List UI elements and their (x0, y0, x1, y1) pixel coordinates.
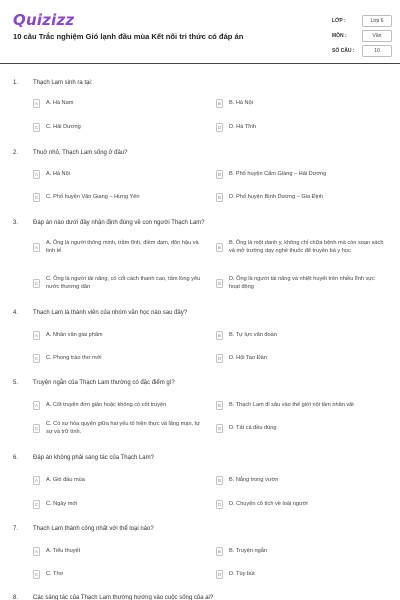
meta-label: MÔN : (332, 33, 347, 39)
answer-option-c[interactable] (33, 273, 203, 293)
option-text: D. Phố huyện Bình Dương – Gia Định (229, 194, 324, 200)
answer-option-d[interactable] (216, 273, 386, 293)
option-text: A. Tiểu thuyết (46, 548, 81, 554)
option-letter-badge: C (34, 425, 39, 431)
answer-option-c[interactable] (33, 567, 203, 581)
answer-option-b[interactable] (216, 96, 386, 110)
option-letter-badge: D (217, 501, 222, 507)
option-letter-badge: B (217, 402, 221, 408)
header-divider (0, 63, 400, 64)
option-text: C. Ông là người tài năng, có cốt cách thanh cao, tâm lòng yêu nước thương dân (46, 276, 201, 290)
answer-option-b[interactable] (216, 328, 386, 342)
answer-option-b[interactable] (216, 398, 396, 412)
option-letter-badge: A (34, 402, 38, 408)
answer-option-d[interactable] (216, 120, 386, 134)
option-text: B. Hà Nội (229, 100, 253, 106)
option-letter-badge: B (217, 100, 221, 106)
answer-option-a[interactable] (33, 328, 203, 342)
meta-label: SỐ CÂU : (332, 48, 355, 54)
question-number: 6. (13, 455, 19, 461)
question-count-field: 10 (362, 45, 392, 57)
question-number: 8. (13, 595, 19, 600)
option-text: D. Tùy bút (229, 571, 255, 577)
option-text: B. Truyện ngắn (229, 548, 267, 554)
option-letter-badge: D (217, 124, 222, 130)
option-letter-badge: D (217, 425, 222, 431)
worksheet-meta (332, 14, 392, 59)
option-letter-badge: B (217, 244, 221, 250)
option-text: B. Phố huyện Cẩm Giàng – Hải Dương (229, 171, 327, 177)
answer-option-d[interactable] (216, 351, 386, 365)
answer-option-d[interactable] (216, 421, 386, 435)
option-text: A. Ông là người thông minh, trầm tĩnh, điềm đạm, đôn hậu và tinh tế (46, 240, 199, 254)
option-text: A. Gió đầu mùa (46, 477, 85, 483)
option-letter-badge: A (34, 332, 38, 338)
option-letter-badge: A (34, 548, 38, 554)
option-letter-badge: C (34, 280, 39, 286)
question-number: 5. (13, 380, 19, 386)
answer-option-c[interactable] (33, 497, 203, 511)
answer-option-c[interactable] (33, 418, 203, 438)
option-text: A. Hà Nội (46, 171, 70, 177)
subject-field: Văn (362, 30, 392, 42)
option-text: D. Ông là người tài năng và nhiệt huyết trên nhiều lĩnh vực hoạt động (229, 276, 375, 290)
answer-option-b[interactable] (216, 234, 386, 260)
option-letter-badge: B (217, 171, 221, 177)
answer-option-b[interactable] (216, 167, 386, 181)
answer-option-c[interactable] (33, 190, 203, 204)
answer-option-a[interactable] (33, 473, 203, 487)
question-number: 3. (13, 220, 19, 226)
meta-row-count (332, 44, 392, 58)
answer-option-a[interactable] (33, 398, 203, 412)
option-letter-badge: C (34, 124, 39, 130)
grade-field: Lớp 6 (362, 15, 392, 27)
answer-option-d[interactable] (216, 497, 386, 511)
option-letter-badge: B (217, 548, 221, 554)
question-number: 1. (13, 80, 19, 86)
answer-option-a[interactable] (33, 167, 203, 181)
option-text: C. Thơ (46, 571, 64, 577)
option-text: A. Nhân văn giai phẩm (46, 332, 103, 338)
quizizz-logo: Quizizz (13, 11, 75, 29)
option-text: A. Cốt truyện đơn giản hoặc không có cốt truyện (46, 402, 167, 408)
question-text: Đáp án không phải sáng tác của Thạch Lam? (33, 455, 154, 461)
meta-row-grade (332, 14, 392, 28)
option-letter-badge: B (217, 477, 221, 483)
answer-option-d[interactable] (216, 190, 386, 204)
question-text: Thạch Lam sinh ra tại: (33, 80, 93, 86)
question-number: 2. (13, 150, 19, 156)
option-letter-badge: D (217, 571, 222, 577)
question-text: Thạch Lam thành công nhất với thể loại nào? (33, 526, 154, 532)
option-text: D. Hà Tĩnh (229, 124, 256, 130)
option-letter-badge: D (217, 194, 222, 200)
question-text: Các sáng tác của Thạch Lam thường hướng vào cuộc sống của ai? (33, 595, 214, 600)
option-letter-badge: C (34, 571, 39, 577)
option-letter-badge: A (34, 100, 38, 106)
question-text: Thuở nhỏ, Thạch Lam sống ở đâu? (33, 150, 128, 156)
option-letter-badge: A (34, 171, 38, 177)
question-text: Truyện ngắn của Thạch Lam thường có đặc điểm gì? (33, 380, 175, 386)
question-number: 4. (13, 310, 19, 316)
question-number: 7. (13, 526, 19, 532)
answer-option-a[interactable] (33, 544, 203, 558)
option-letter-badge: D (217, 355, 222, 361)
option-text: A. Hà Nam (46, 100, 74, 106)
option-letter-badge: A (34, 477, 38, 483)
option-text: D. Tất cả đều đúng (229, 425, 277, 431)
option-letter-badge: D (217, 280, 222, 286)
option-text: B. Nắng trong vườn (229, 477, 279, 483)
answer-option-b[interactable] (216, 473, 386, 487)
meta-label: LỚP : (332, 18, 346, 24)
answer-option-c[interactable] (33, 351, 203, 365)
option-text: C. Hải Dương (46, 124, 81, 130)
option-text: C. Phố huyện Văn Giang – Hưng Yên (46, 194, 140, 200)
option-text: C. Ngày mới (46, 501, 78, 507)
answer-option-a[interactable] (33, 237, 203, 257)
option-text: B. Thạch Lam đi sâu vào thế giới nội tâm nhân vật (229, 402, 354, 408)
answer-option-b[interactable] (216, 544, 386, 558)
option-letter-badge: C (34, 355, 39, 361)
option-text: C. Phong trào thơ mới (46, 355, 102, 361)
option-letter-badge: B (217, 332, 221, 338)
answer-option-c[interactable] (33, 120, 203, 134)
option-text: D. Chuyện cổ tích về loài người (229, 501, 308, 507)
answer-option-a[interactable] (33, 96, 203, 110)
question-text: Thạch Lam là thành viên của nhóm văn học nào sau đây? (33, 310, 188, 316)
meta-row-subject (332, 29, 392, 43)
question-text: Đáp án nào dưới đây nhận định đúng về con người Thạch Lam? (33, 220, 205, 226)
option-text: D. Hội Tao Đàn (229, 355, 267, 361)
answer-option-d[interactable] (216, 567, 386, 581)
page-title: 10 câu Trắc nghiệm Gió lạnh đầu mùa Kết nối tri thức có đáp án (13, 32, 244, 41)
option-text: B. Ông là một danh y, không chỉ chữa bệnh mà còn soạn sách và mở trường dạy nghề thuốc để truyền bá y học (229, 240, 384, 254)
option-letter-badge: C (34, 194, 39, 200)
option-letter-badge: A (34, 244, 38, 250)
option-text: B. Tự lực văn đoàn (229, 332, 277, 338)
option-letter-badge: C (34, 501, 39, 507)
option-text: C. Có sự hòa quyện giữa hai yếu tố hiện thực và lãng mạn, tự sự và trữ tình. (46, 421, 200, 435)
